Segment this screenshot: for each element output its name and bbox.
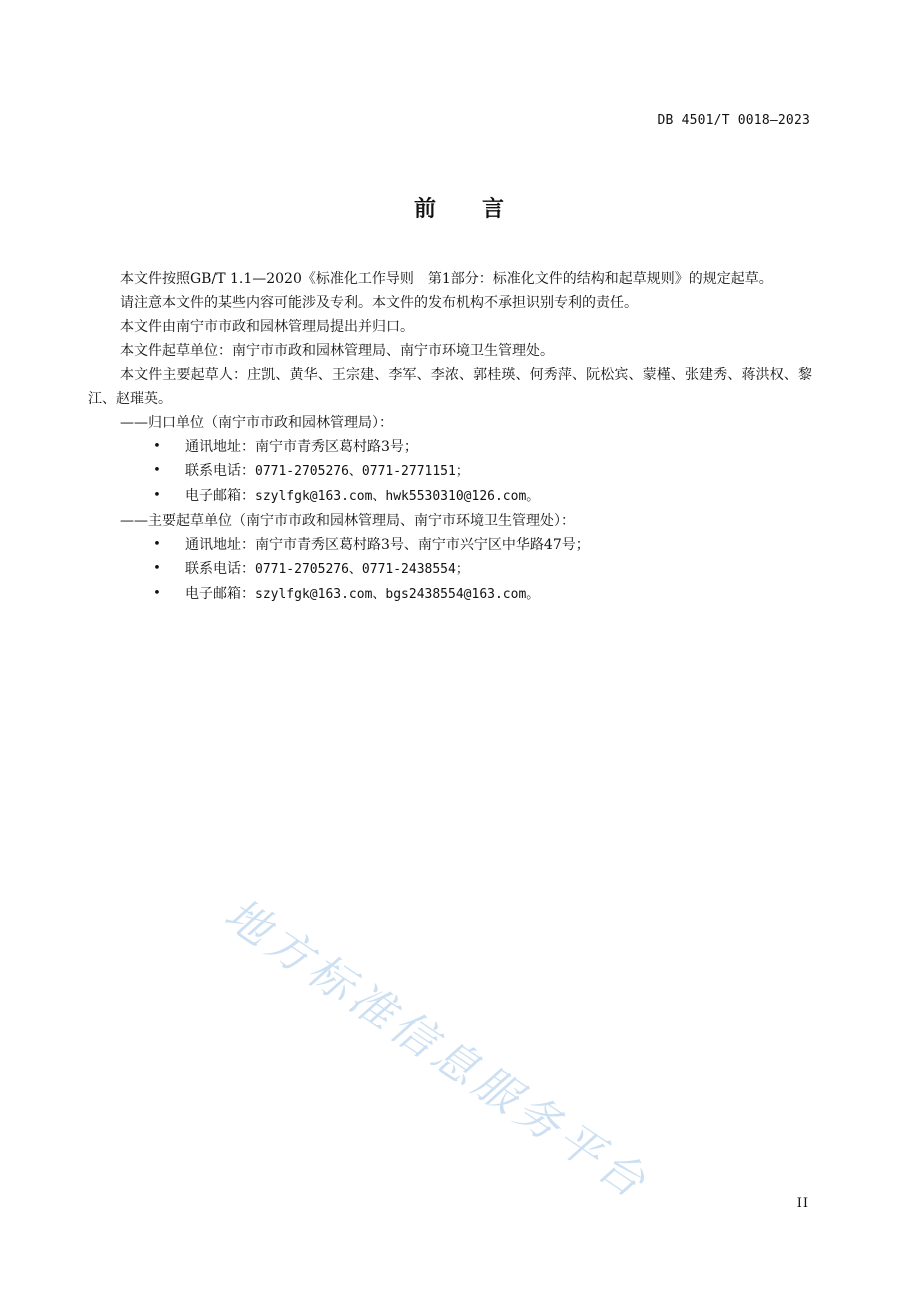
page-number: II xyxy=(796,1196,809,1211)
bullet-icon: • xyxy=(153,561,161,576)
list-item xyxy=(88,484,812,509)
watermark: 地方标准信息服务平台 xyxy=(215,888,659,1211)
title-char-2: 言 xyxy=(482,197,507,222)
list-item xyxy=(88,533,812,557)
contact-value: 南宁市青秀区葛村路3号、南宁市兴宁区中华路47号； xyxy=(255,537,590,553)
contact-value: 0771-2705276、0771-2438554； xyxy=(255,562,469,577)
list-item xyxy=(88,557,812,582)
bullet-icon: • xyxy=(153,439,161,454)
list-item xyxy=(88,582,812,607)
contact-label: 联系电话： xyxy=(185,463,255,479)
contact-label: 通讯地址： xyxy=(185,439,255,455)
paragraph-drafting-units: 本文件起草单位：南宁市市政和园林管理局、南宁市环境卫生管理处。 xyxy=(120,343,554,359)
bullet-icon: • xyxy=(153,537,161,552)
contact-label: 电子邮箱： xyxy=(185,586,255,602)
paragraph-drafters: 本文件主要起草人：庄凯、黄华、王宗建、李军、李浓、郭桂瑛、何秀萍、阮松宾、蒙槿、张建秀、蒋洪权、黎江、赵璀英。 xyxy=(88,367,812,407)
contact-value: szylfgk@163.com、hwk5530310@126.com。 xyxy=(255,489,540,504)
section-heading-main-drafting-units: ——主要起草单位（南宁市市政和园林管理局、南宁市环境卫生管理处）： xyxy=(120,513,575,529)
drafting-units-contact-list xyxy=(88,533,812,607)
page-title xyxy=(0,192,920,223)
contact-label: 电子邮箱： xyxy=(185,488,255,504)
paragraph-proposer: 本文件由南宁市市政和园林管理局提出并归口。 xyxy=(120,319,414,335)
bullet-icon: • xyxy=(153,488,161,503)
document-code: DB 4501/T 0018—2023 xyxy=(657,113,810,128)
contact-label: 通讯地址： xyxy=(185,537,255,553)
contact-value: 0771-2705276、0771-2771151； xyxy=(255,464,469,479)
competent-unit-contact-list xyxy=(88,435,812,509)
contact-value: 南宁市青秀区葛村路3号； xyxy=(255,439,418,455)
list-item xyxy=(88,459,812,484)
bullet-icon: • xyxy=(153,586,161,601)
title-char-1: 前 xyxy=(413,197,438,222)
bullet-icon: • xyxy=(153,463,161,478)
paragraph-patent-notice: 请注意本文件的某些内容可能涉及专利。本文件的发布机构不承担识别专利的责任。 xyxy=(120,295,638,311)
foreword-body xyxy=(88,267,812,607)
contact-value: szylfgk@163.com、bgs2438554@163.com。 xyxy=(255,587,540,602)
section-heading-competent-unit: ——归口单位（南宁市市政和园林管理局）： xyxy=(120,415,393,431)
contact-label: 联系电话： xyxy=(185,561,255,577)
paragraph-standard-basis: 本文件按照GB/T 1.1—2020《标准化工作导则 第1部分：标准化文件的结构和起草规则》的规定起草。 xyxy=(120,271,773,287)
list-item xyxy=(88,435,812,459)
